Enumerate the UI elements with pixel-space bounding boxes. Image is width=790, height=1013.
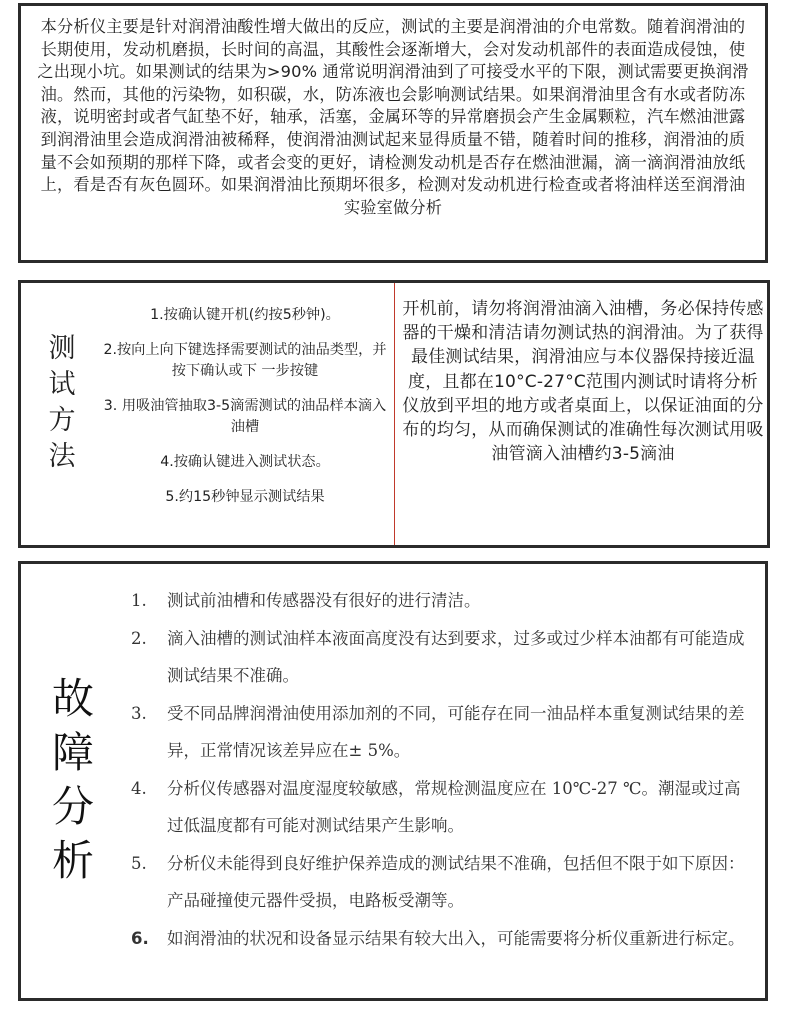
fault-number: 2. <box>131 628 147 648</box>
test-steps <box>99 305 391 522</box>
test-step: 1.按确认键开机(约按5秒钟)。 <box>150 307 340 323</box>
fault-analysis-panel <box>18 561 768 1001</box>
fault-text: 滴入油槽的测试油样本液面高度没有达到要求，过多或过少样本油都有可能造成测试结果不准确。 <box>167 628 745 685</box>
fault-text: 如润滑油的状况和设备显示结果有较大出入，可能需要将分析仪重新进行标定。 <box>167 928 745 948</box>
fault-list <box>131 582 756 957</box>
column-divider <box>394 283 395 545</box>
fault-number: 6. <box>131 928 149 948</box>
fault-number: 5. <box>131 853 147 873</box>
fault-text: 分析仪传感器对温度湿度较敏感，常规检测温度应在 10℃-27 ℃。潮湿或过高过低温度都有可能对测试结果产生影响。 <box>167 778 741 835</box>
test-step: 5.约15秒钟显示测试结果 <box>165 489 325 505</box>
test-step: 3. 用吸油管抽取3-5滴需测试的油品样本滴入油槽 <box>103 398 387 435</box>
fault-analysis-title: 故障分析 <box>51 674 94 885</box>
intro-text: 本分析仪主要是针对润滑油酸性增大做出的反应，测试的主要是润滑油的介电常数。随着润滑油的长期使用，发动机磨损，长时间的高温，其酸性会逐渐增大，会对发动机部件的表面造成侵蚀，使之出现小坑。如果测试的结果为>90% 通常说明润滑油到了可接受水平的下限，测试需要更换润滑油。然而，其他的污染物，如积碳，水，防冻液也会影响测试结果。如果润滑油里含有水或者防冻液，说明密封或者气缸垫不好，轴承，活塞，金属环等的异常磨损会产生金属颗粒，汽车燃油泄露到润滑油里会造成润滑油被稀释，使润滑油测试起来显得质量不错，随着时间的推移，润滑油的质量不会如预期的那样下降，或者会变的更好，请检测发动机是否存在燃油泄漏，滴一滴润滑油放纸上，看是否有灰色圆环。如果润滑油比预期坏很多，检测对发动机进行检查或者将油样送至润滑油实验室做分析 <box>37 17 749 217</box>
fault-item <box>131 582 756 620</box>
fault-text: 测试前油槽和传感器没有很好的进行清洁。 <box>167 591 481 610</box>
fault-item <box>131 695 756 770</box>
test-method-panel <box>18 280 770 548</box>
fault-number: 1. <box>131 591 147 610</box>
fault-text: 分析仪未能得到良好维护保养造成的测试结果不准确，包括但不限于如下原因：产品碰撞使元器件受损，电路板受潮等。 <box>167 853 745 910</box>
fault-number: 4. <box>131 778 147 798</box>
fault-number: 3. <box>131 703 147 723</box>
fault-item <box>131 620 756 695</box>
test-step: 2.按向上向下键选择需要测试的油品类型，并按下确认或下 一步按键 <box>103 342 387 379</box>
test-step: 4.按确认键进入测试状态。 <box>160 454 330 470</box>
fault-item <box>131 920 756 958</box>
fault-text: 受不同品牌润滑油使用添加剂的不同，可能存在同一油品样本重复测试结果的差异，正常情况该差异应在± 5%。 <box>167 703 745 760</box>
fault-item <box>131 770 756 845</box>
intro-panel <box>18 3 768 263</box>
test-notes: 开机前，请勿将润滑油滴入油槽，务必保持传感器的干燥和清洁请勿测试热的润滑油。为了获得最佳测试结果，润滑油应与本仪器保持接近温度，且都在10°C-27°C范围内测试时请将分析仪放到平坦的地方或者桌面上，以保证油面的分布的均匀，从而确保测试的准确性每次测试用吸油管滴入油槽约3-5滴油 <box>402 299 764 465</box>
fault-item <box>131 845 756 920</box>
test-method-title: 测试方法 <box>48 333 76 472</box>
